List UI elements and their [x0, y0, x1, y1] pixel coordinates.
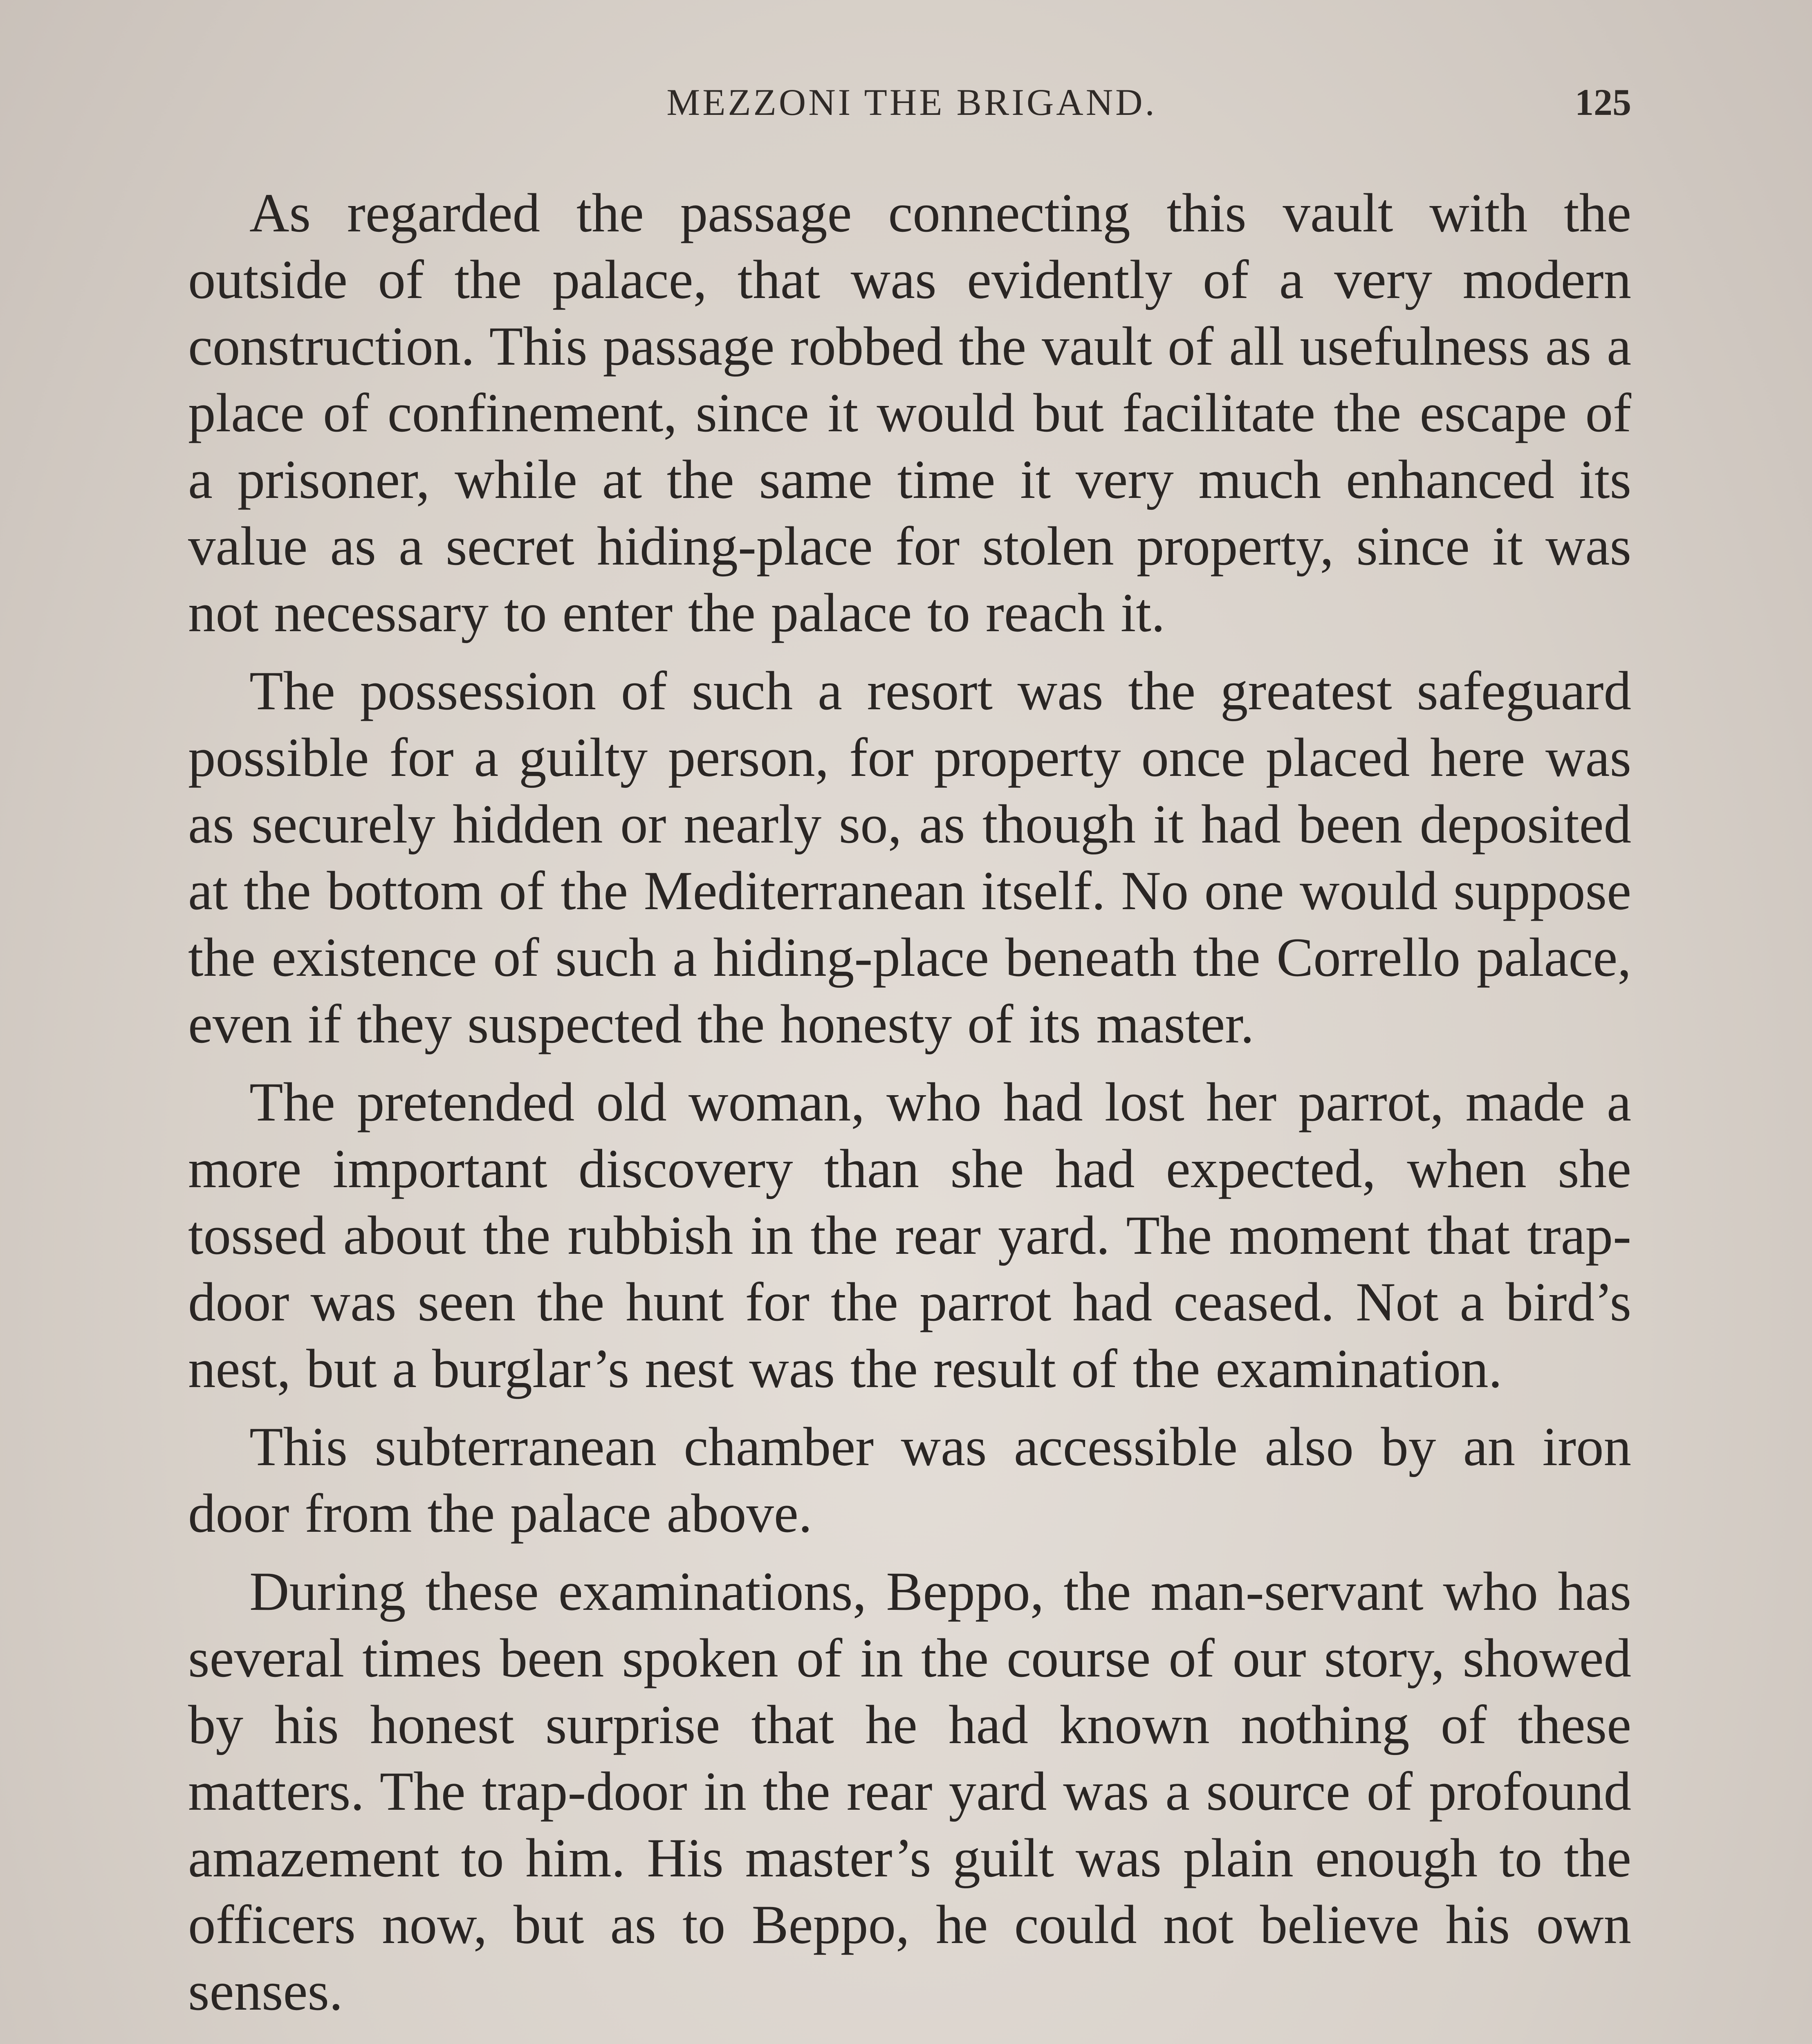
- paragraph-3: The pretended old woman, who had lost her parrot, made a more important discovery than she had expected, when she tossed about the rubbish in the rear yard. The moment that trap-door was seen the hunt for the parrot had ceased. Not a bird’s nest, but a burglar’s nest was the result of the examination.: [188, 1072, 1631, 1399]
- paragraph-1: As regarded the passage connecting this vault with the outside of the palace, that was evidently of a very modern construction. This passage robbed the vault of all usefulness as a place of confinement, since it would but facilitate the escape of a prisoner, while at the same time it very much enhanced its value as a secret hiding-place for stolen property, since it was not necessary to enter the palace to reach it.: [188, 183, 1631, 643]
- paragraph-5: During these examinations, Beppo, the man-servant who has several times been spoken of in the course of our story, showed by his honest surprise that he had known nothing of these matters. The trap-door in the rear yard was a source of profound amazement to him. His master’s guilt was plain enough to the officers now, but as to Beppo, he could not believe his own senses.: [188, 1561, 1631, 2022]
- body-text: [188, 180, 1631, 2036]
- running-head: [192, 78, 1631, 127]
- running-title: MEZZONI THE BRIGAND.: [666, 81, 1157, 123]
- paragraph-4: This subterranean chamber was accessible also by an iron door from the palace above.: [188, 1416, 1631, 1544]
- paragraph-2: The possession of such a resort was the greatest safeguard possible for a guilty person, for property once placed here was as securely hidden or nearly so, as though it had been deposited at the bottom of the Mediterranean itself. No one would suppose the existence of such a hiding-place beneath the Corrello palace, even if they suspected the honesty of its master.: [188, 661, 1631, 1055]
- page-number: 125: [1575, 81, 1631, 123]
